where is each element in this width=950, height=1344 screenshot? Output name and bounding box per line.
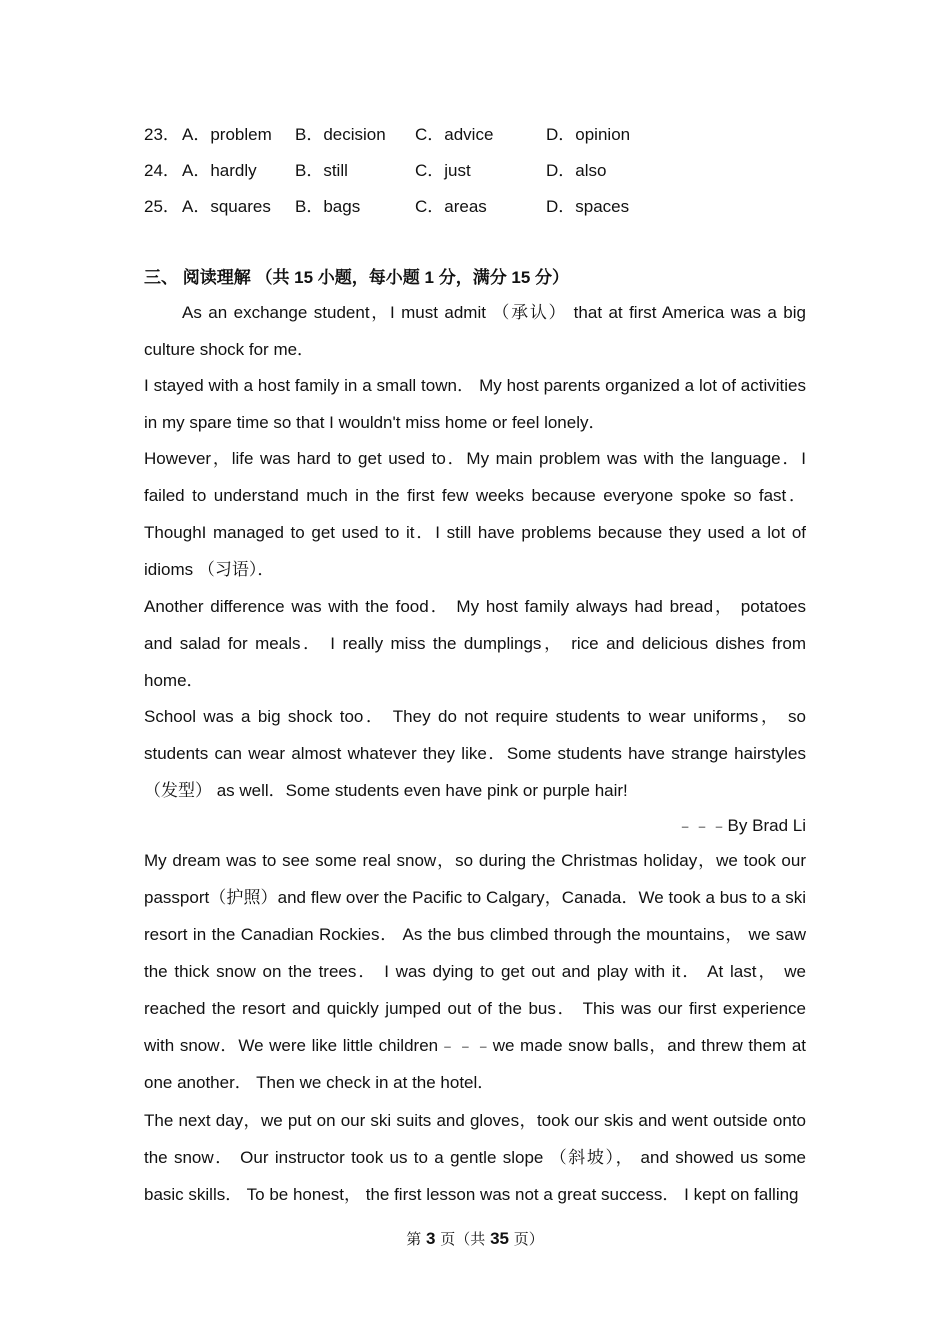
passage1-paragraph-1: As an exchange student，I must admit （承认） that at first America was a big culture shock for me．	[144, 303, 806, 359]
page-footer	[0, 1227, 950, 1251]
passage1-paragraph-2: I stayed with a host family in a small town． My host parents organized a lot of activities in my spare time so that I wouldn't miss home or feel lonely．	[144, 376, 806, 432]
question-number: 23．	[144, 125, 180, 144]
option-d: D．spaces	[546, 197, 630, 216]
question-number: 24．	[144, 161, 180, 180]
passage1-paragraph-4: Another difference was with the food． My host family always had bread， potatoes and salad for meals． I really miss the dumplings， rice and delicious dishes from home．	[144, 597, 806, 690]
footer-suffix: 页）	[513, 1230, 544, 1248]
option-d: D．also	[546, 161, 607, 180]
option-b: B．still	[295, 161, 348, 180]
footer-middle: 页（共	[440, 1230, 486, 1248]
option-a: A．problem	[182, 125, 272, 144]
footer-prefix: 第	[406, 1230, 422, 1248]
footer-total-pages: 35	[490, 1229, 509, 1248]
option-c: C．just	[415, 161, 471, 180]
author-signature: ﹣﹣﹣By Brad Li	[676, 816, 806, 835]
passage1-paragraph-5: School was a big shock too． They do not require students to wear uniforms， so students can wear almost whatever they like．Some students have strange hairstyles （发型） as well．Some students even have pink or purple hair!	[144, 707, 806, 800]
option-a: A．squares	[182, 197, 271, 216]
passage1-paragraph-3: However，life was hard to get used to．My main problem was with the language．I failed to understand much in the first few weeks because everyone spoke so fast．ThoughI managed to get used to it．I still have problems because they used a lot of idioms （习语）．	[144, 449, 806, 579]
option-d: D．opinion	[546, 125, 631, 144]
option-b: B．bags	[295, 197, 361, 216]
passage2-paragraph-2: The next day，we put on our ski suits and gloves，took our skis and went outside onto the snow． Our instructor took us to a gentle slope （斜坡）， and showed us some basic skills． To be honest， the first lesson was not a great success． I kept on falling	[144, 1111, 806, 1204]
option-a: A．hardly	[182, 161, 257, 180]
option-c: C．advice	[415, 125, 494, 144]
option-c: C．areas	[415, 197, 487, 216]
passage2-paragraph-1: My dream was to see some real snow，so during the Christmas holiday，we took our passport（护照）and flew over the Pacific to Calgary，Canada．We took a bus to a ski resort in the Canadian Rockies． As the bus climbed through the mountains， we saw the thick snow on the trees． I was dying to get out and play with it． At last， we reached the resort and quickly jumped out of the bus． This was our first experience with snow．We were like little children﹣﹣﹣we made snow balls，and threw them at one another． Then we check in at the hotel．	[144, 851, 806, 1092]
footer-page-number: 3	[426, 1229, 436, 1248]
option-b: B．decision	[295, 125, 386, 144]
question-number: 25．	[144, 197, 180, 216]
section-title: 三、 阅读理解 （共 15 小题，每小题 1 分，满分 15 分）	[144, 268, 570, 287]
